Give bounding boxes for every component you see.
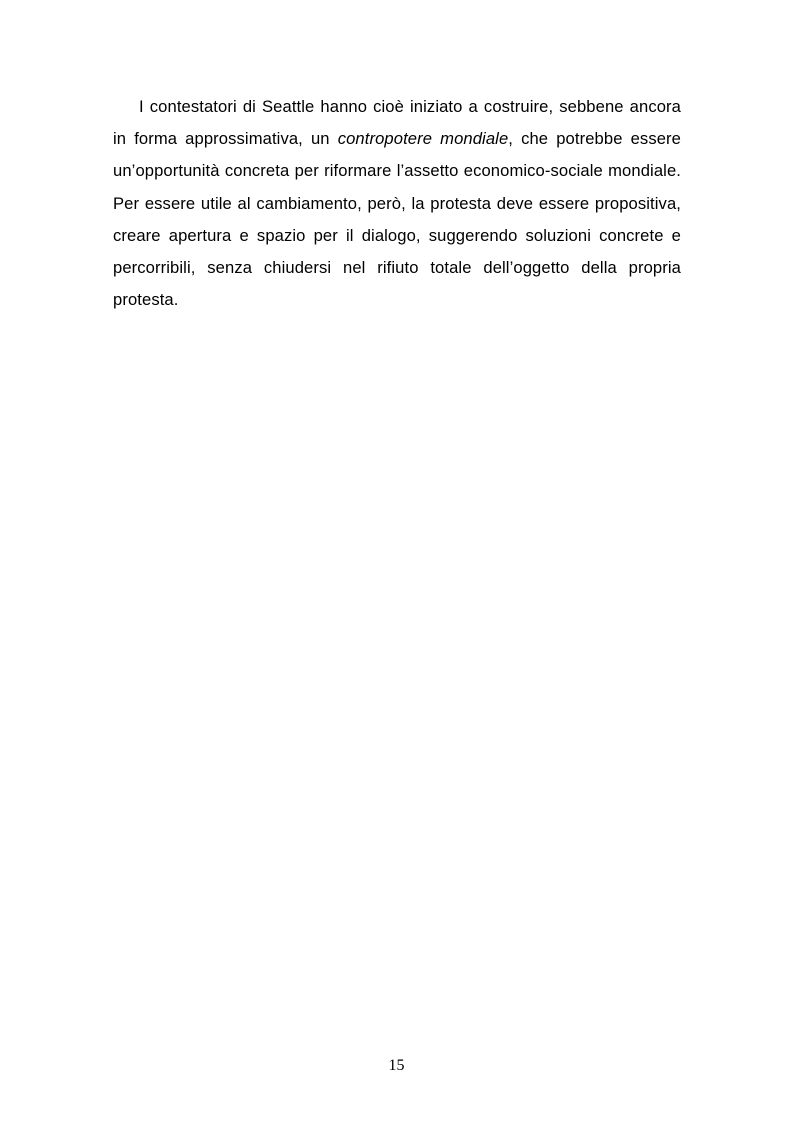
body-paragraph [113, 91, 681, 316]
paragraph [113, 91, 681, 316]
paragraph-text-after-emphasis: , che potrebbe essere un’opportunità concreta per riformare l’assetto economico-sociale mondiale. Per essere utile al cambiamento, però, la protesta deve essere propositiva, creare apertura e spazio per il dialogo, suggerendo soluzioni concrete e percorribili, senza chiudersi nel rifiuto totale dell’oggetto della propria protesta. [113, 129, 681, 310]
page-number: 15 [388, 1057, 405, 1074]
paragraph-emphasis: contropotere mondiale [337, 129, 509, 149]
paragraph-text-before-emphasis: I contestatori di Seattle hanno cioè iniziato a costruire, sebbene ancora in forma approssimativa, un [113, 97, 681, 149]
